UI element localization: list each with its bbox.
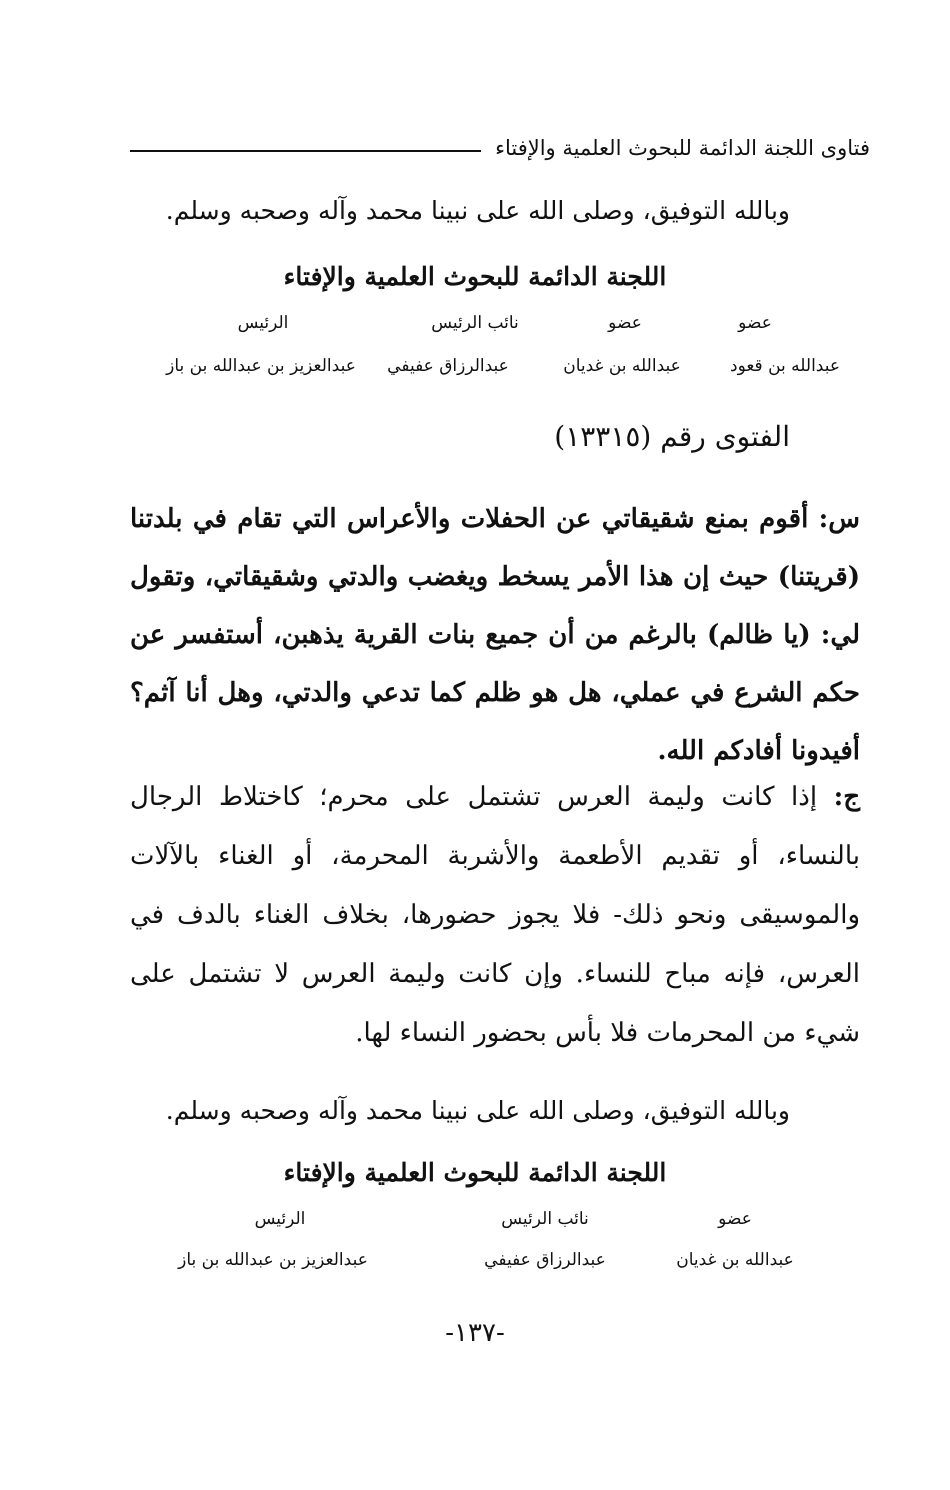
answer	[130, 768, 860, 1063]
role-chair: الرئيس	[237, 313, 289, 333]
signatory-name: عبدالله بن غديان	[563, 356, 681, 376]
answer-text: إذا كانت وليمة العرس تشتمل على محرم؛ كاختلاط الرجال بالنساء، أو تقديم الأطعمة والأشربة المحرمة، أو الغناء بالآلات والموسيقى ونحو ذلك- فلا يجوز حضورها، بخلاف الغناء بالدف في العرس، فإنه مباح للنساء. وإن كانت وليمة العرس لا تشتمل على شيء من المحرمات فلا بأس بحضور النساء لها.	[130, 782, 860, 1048]
role-vice-chair: نائب الرئيس	[501, 1209, 589, 1229]
question-text: أقوم بمنع شقيقاتي عن الحفلات والأعراس التي تقام في بلدتنا (قريتنا) حيث إن هذا الأمر يسخط ويغضب والدتي وشقيقاتي، وتقول لي: (يا ظالم) بالرغم من أن جميع بنات القرية يذهبن، أستفسر عن حكم الشرع في عملي، هل هو ظلم كما تدعي والدتي، وهل أنا آثم؟ أفيدونا أفادكم الله.	[130, 504, 860, 766]
signatory-name: عبدالرزاق عفيفي	[387, 356, 509, 376]
running-header	[130, 130, 870, 166]
role-member: عضو	[738, 313, 772, 333]
fatwa-number: الفتوى رقم (١٣٣١٥)	[554, 420, 790, 453]
question	[130, 490, 860, 780]
header-rule	[130, 150, 481, 152]
question-label: س:	[818, 504, 860, 534]
signatory-roles	[0, 313, 950, 337]
signatory-name: عبدالعزيز بن عبدالله بن باز	[178, 1250, 368, 1270]
closing-formula: وبالله التوفيق، وصلى الله على نبينا محمد وآله وصحبه وسلم.	[165, 1096, 790, 1125]
role-member: عضو	[608, 313, 642, 333]
role-chair: الرئيس	[254, 1209, 306, 1229]
signatory-names	[0, 356, 950, 380]
running-title: فتاوى اللجنة الدائمة للبحوث العلمية والإفتاء	[495, 136, 870, 160]
signatory-names	[0, 1250, 950, 1274]
signatory-name: عبدالعزيز بن عبدالله بن باز	[166, 356, 356, 376]
committee-title: اللجنة الدائمة للبحوث العلمية والإفتاء	[283, 1158, 667, 1187]
committee-title: اللجنة الدائمة للبحوث العلمية والإفتاء	[283, 262, 667, 291]
page-number: -١٣٧-	[445, 1318, 505, 1348]
answer-label: ج:	[833, 782, 861, 812]
signatory-roles	[0, 1209, 950, 1233]
role-vice-chair: نائب الرئيس	[431, 313, 519, 333]
signatory-name: عبدالله بن غديان	[676, 1250, 794, 1270]
signatory-name: عبدالرزاق عفيفي	[484, 1250, 606, 1270]
closing-formula: وبالله التوفيق، وصلى الله على نبينا محمد وآله وصحبه وسلم.	[165, 196, 790, 225]
signatory-name: عبدالله بن قعود	[729, 356, 841, 376]
role-member: عضو	[718, 1209, 752, 1229]
